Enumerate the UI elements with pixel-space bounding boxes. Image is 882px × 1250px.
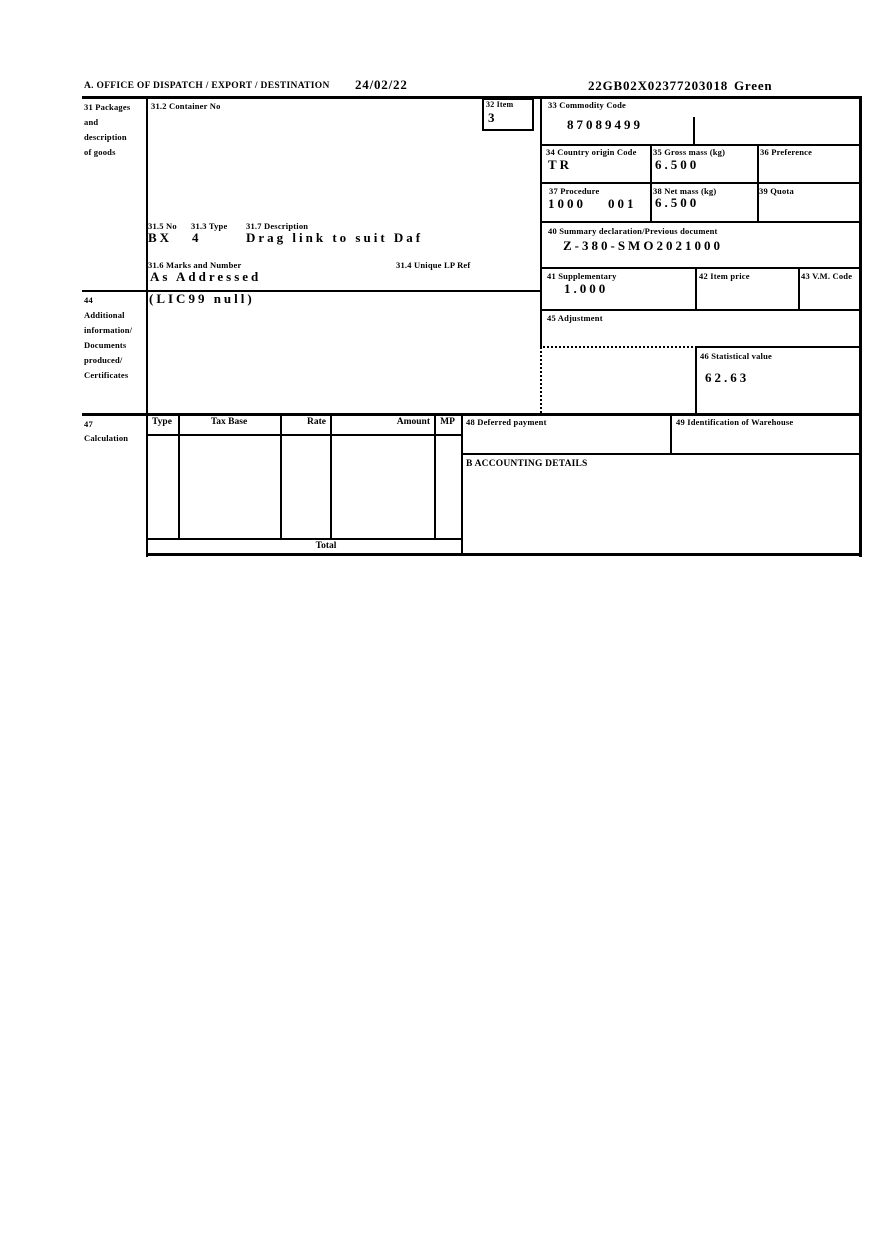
summary-declaration-value: Z-380-SMO2021000 <box>563 238 723 253</box>
item-value: 3 <box>488 110 498 125</box>
supplementary-value: 1.000 <box>564 281 609 296</box>
vm-code-label: 43 V.M. Code <box>801 271 853 281</box>
package-no-value: BX <box>148 230 173 245</box>
declaration-number: 22GB02X02377203018 <box>588 78 729 93</box>
row-line-37-40 <box>540 221 860 223</box>
country-origin-label: 34 Country origin Code <box>546 147 637 157</box>
col-line-41-42 <box>695 267 697 311</box>
calc-header-mp: MP <box>440 417 455 427</box>
office-of-dispatch-title: A. OFFICE OF DISPATCH / EXPORT / DESTINATION <box>84 81 330 91</box>
adjustment-label: 45 Adjustment <box>547 313 603 323</box>
additional-docs-value: (LIC99 null) <box>149 291 255 306</box>
box48-49-divider <box>670 413 672 455</box>
form-bottom-border <box>146 553 862 556</box>
supplementary-label: 41 Supplementary <box>547 271 617 281</box>
box48-49-bottom <box>461 453 860 455</box>
form-top-border <box>82 96 862 99</box>
commodity-code-value: 87089499 <box>567 117 643 132</box>
col-line-35-36 <box>757 144 759 223</box>
procedure-value-1: 1000 <box>548 196 586 211</box>
deferred-payment-label: 48 Deferred payment <box>466 417 547 427</box>
dotted-line-vertical <box>540 347 542 413</box>
marks-number-label: 31.6 Marks and Number <box>148 260 242 270</box>
right-border <box>859 96 862 557</box>
item-price-label: 42 Item price <box>699 271 750 281</box>
commodity-code-label: 33 Commodity Code <box>548 100 627 110</box>
net-mass-value: 6.500 <box>655 195 700 210</box>
acceptance-date: 24/02/22 <box>355 77 408 92</box>
calc-col-taxbase-right <box>280 413 282 538</box>
package-type-label: 31.3 Type <box>191 221 228 231</box>
procedure-label: 37 Procedure <box>549 186 600 196</box>
col-line-34-35 <box>650 144 652 223</box>
item-label: 32 Item <box>486 100 514 109</box>
left-content-border <box>146 96 148 557</box>
box46-left-border <box>695 346 697 413</box>
accounting-details-label: B ACCOUNTING DETAILS <box>466 459 588 469</box>
package-description-label: 31.7 Description <box>246 221 309 231</box>
calc-header-rate: Rate <box>307 417 326 427</box>
row-line-33-34 <box>540 144 860 146</box>
box46-top-border <box>695 346 860 348</box>
marks-number-value: As Addressed <box>150 269 262 284</box>
procedure-value-2: 001 <box>608 196 637 211</box>
statistical-value-label: 46 Statistical value <box>700 351 772 361</box>
unique-lp-ref-label: 31.4 Unique LP Ref <box>396 260 471 270</box>
box47-side-label: 47 Calculation <box>84 419 129 443</box>
divider-44-47 <box>82 413 862 416</box>
package-description-value: Drag link to suit Daf <box>246 230 424 245</box>
net-mass-label: 38 Net mass (kg) <box>653 186 717 196</box>
country-origin-value: TR <box>548 157 573 172</box>
row-line-40-41 <box>540 267 860 269</box>
preference-label: 36 Preference <box>760 147 813 157</box>
package-type-value: 4 <box>192 230 202 245</box>
calc-header-type: Type <box>152 417 172 427</box>
summary-declaration-label: 40 Summary declaration/Previous document <box>548 226 718 236</box>
routing-status: Green <box>734 78 773 93</box>
dotted-line-horizontal <box>540 346 697 348</box>
calc-total-label: Total <box>315 541 337 551</box>
row-line-41-45 <box>540 309 860 311</box>
gross-mass-value: 6.500 <box>655 157 700 172</box>
warehouse-id-label: 49 Identification of Warehouse <box>676 417 794 427</box>
calc-col-amount-right <box>434 413 436 538</box>
statistical-value: 62.63 <box>705 370 750 385</box>
calc-col-type-right <box>178 413 180 538</box>
gross-mass-label: 35 Gross mass (kg) <box>653 147 726 157</box>
calc-body-bottom <box>146 538 463 540</box>
package-no-label: 31.5 No <box>148 221 177 231</box>
box44-side-label: 44 Additional information/ Documents produced/ Certificates <box>84 295 133 380</box>
commodity-code-divider <box>693 117 695 144</box>
calc-header-bottom <box>146 434 463 436</box>
quota-label: 39 Quota <box>759 186 794 196</box>
container-no-label: 31.2 Container No <box>151 101 221 111</box>
calc-col-rate-right <box>330 413 332 538</box>
calc-col-mp-right <box>461 413 463 556</box>
calc-header-tax-base: Tax Base <box>210 417 248 427</box>
row-line-34-37 <box>540 182 860 184</box>
box31-side-label: 31 Packages and description of goods <box>84 102 131 157</box>
calc-header-amount: Amount <box>396 417 430 427</box>
col-line-42-43 <box>798 267 800 311</box>
